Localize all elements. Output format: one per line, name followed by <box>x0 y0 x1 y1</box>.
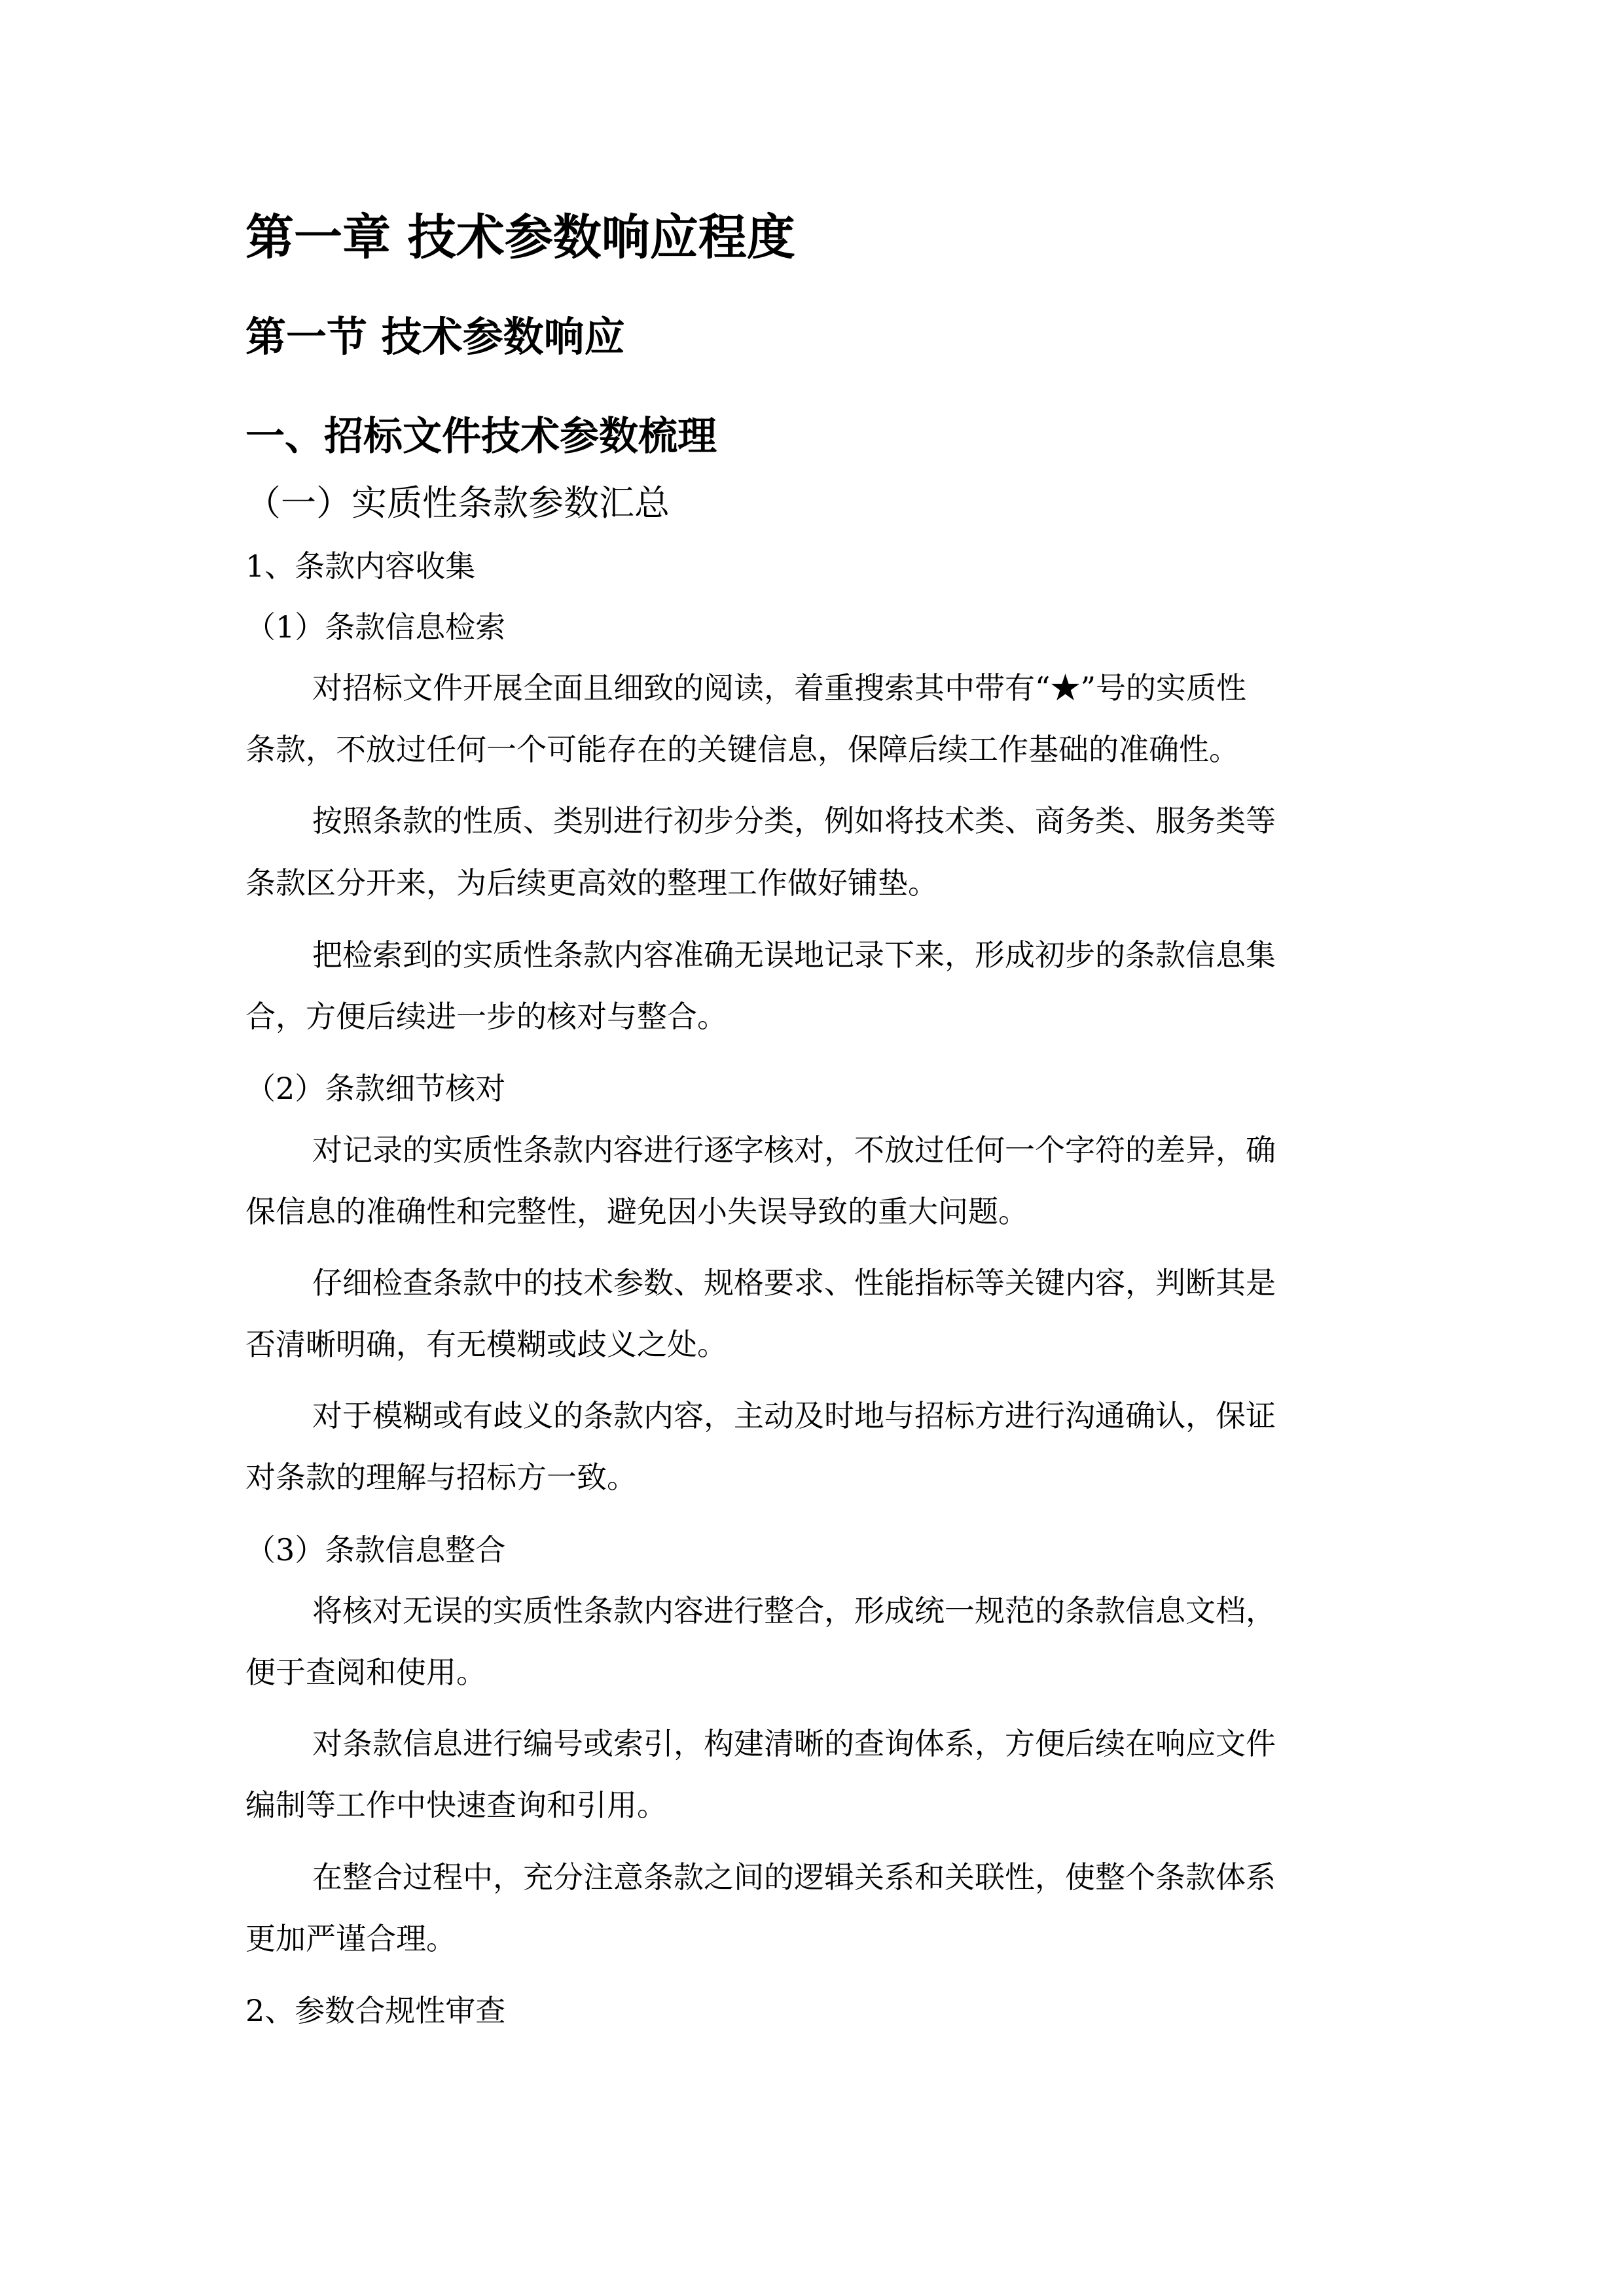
paragraph-4-line-2: 保信息的准确性和完整性，避免因小失误导致的重大问题。 <box>245 1194 1028 1229</box>
section-title: 第一节 技术参数响应 <box>245 313 625 361</box>
paragraph-3-line-1: 把检索到的实质性条款内容准确无误地记录下来，形成初步的条款信息集 <box>312 937 1276 973</box>
chapter-title: 第一章 技术参数响应程度 <box>245 209 795 266</box>
paragraph-4-line-1: 对记录的实质性条款内容进行逐字核对，不放过任何一个字符的差异，确 <box>312 1132 1276 1168</box>
paragraph-7-line-2: 便于查阅和使用。 <box>245 1655 486 1690</box>
heading-level-2: （一）实质性条款参数汇总 <box>245 482 670 524</box>
paragraph-1-line-2: 条款，不放过任何一个可能存在的关键信息，保障后续工作基础的准确性。 <box>245 732 1239 767</box>
item-heading-2: 2、参数合规性审查 <box>245 1993 506 2028</box>
heading-level-1: 一、招标文件技术参数梳理 <box>245 414 717 459</box>
paragraph-5-line-1: 仔细检查条款中的技术参数、规格要求、性能指标等关键内容，判断其是 <box>312 1265 1276 1300</box>
paragraph-2-line-1: 按照条款的性质、类别进行初步分类，例如将技术类、商务类、服务类等 <box>312 803 1276 838</box>
paragraph-7-line-1: 将核对无误的实质性条款内容进行整合，形成统一规范的条款信息文档， <box>312 1593 1276 1628</box>
paragraph-2-line-2: 条款区分开来，为后续更高效的整理工作做好铺垫。 <box>245 865 938 901</box>
item-heading-1: 1、条款内容收集 <box>245 548 476 584</box>
paragraph-3-line-2: 合，方便后续进一步的核对与整合。 <box>245 999 727 1034</box>
paragraph-9-line-2: 更加严谨合理。 <box>245 1921 456 1956</box>
paragraph-6-line-2: 对条款的理解与招标方一致。 <box>245 1460 637 1495</box>
paragraph-8-line-2: 编制等工作中快速查询和引用。 <box>245 1787 667 1823</box>
subheading-3: （3）条款信息整合 <box>245 1532 506 1568</box>
paragraph-8-line-1: 对条款信息进行编号或索引，构建清晰的查询体系，方便后续在响应文件 <box>312 1726 1276 1761</box>
paragraph-6-line-1: 对于模糊或有歧义的条款内容，主动及时地与招标方进行沟通确认，保证 <box>312 1398 1276 1433</box>
paragraph-5-line-2: 否清晰明确，有无模糊或歧义之处。 <box>245 1327 727 1362</box>
subheading-2: （2）条款细节核对 <box>245 1071 506 1106</box>
paragraph-9-line-1: 在整合过程中，充分注意条款之间的逻辑关系和关联性，使整个条款体系 <box>312 1859 1276 1895</box>
paragraph-1-line-1: 对招标文件开展全面且细致的阅读，着重搜索其中带有“★”号的实质性 <box>312 670 1247 706</box>
subheading-1: （1）条款信息检索 <box>245 609 506 645</box>
